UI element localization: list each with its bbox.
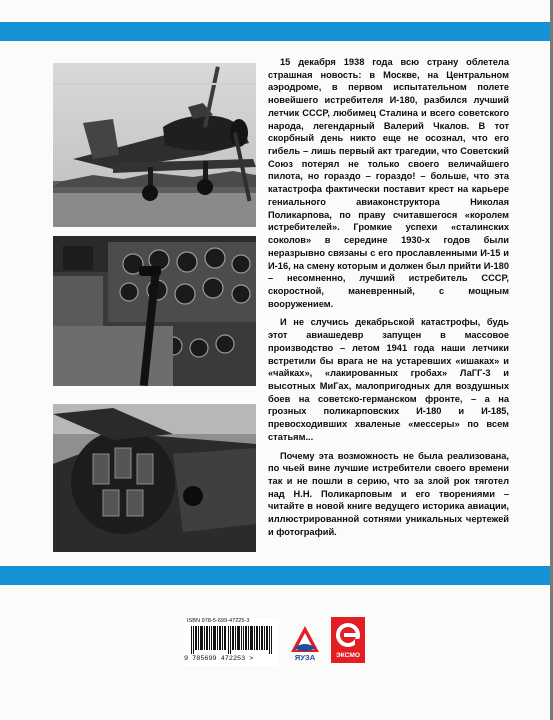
back-cover-text <box>268 56 509 545</box>
paragraph-2: И не случись декабрьской катастрофы, будь этот авиашедевр запущен в массовое производство – летом 1941 года наши летчики встретили бы врага не на устаревших «ишаках» и «чайках», «лакированных гробах» ЛаГГ-3 и высотных МиГах, малопригодных для воздушных боев на советско-германском фронте, – а на грозных поликарповских И-180 и И-185, превосходивших хваленые «мессеры» по всем статьям... <box>268 317 509 442</box>
barcode-bars <box>191 626 273 654</box>
barcode <box>184 618 279 666</box>
barcode-digits: 9 785699 472253 > <box>184 655 254 663</box>
engine-detail-photo <box>53 404 256 552</box>
paragraph-3: Почему эта возможность не была реализована, по чьей вине лучшие истребители своего времени так и не пошли в серию, что за злой рок тяготел над Н.Н. Поликарповым и его творениями – читайте в новой книге ведущего историка авиации, иллюстрированной сотнями уникальных чертежей и фотографий. <box>268 450 509 537</box>
cockpit-instrument-panel-photo <box>53 236 256 386</box>
isbn-label: ISBN 978-5-699-47225-3 <box>187 618 250 624</box>
yauza-label: ЯУЗА <box>294 653 316 662</box>
top-blue-band <box>0 22 553 41</box>
bottom-blue-band <box>0 566 553 585</box>
eksmo-label: ЭКСМО <box>336 652 360 659</box>
paragraph-1: 15 декабря 1938 года всю страну облетела страшная новость: в Москве, на Центральном аэродроме, в первом испытательном полете новейшего истребителя И-180, разбился лучший летчик СССР, любимец Сталина и всего советского народа, легендарный Валерий Чкалов. В тот скорбный день никто еще не осознал, что его гибель – лишь первый акт трагедии, что Советский Союз потерял не только своего величайшего пилота, но гораздо – гораздо! – больше, что эта катастрофа фактически поставит крест на карьере гениального авиаконструктора Николая Поликарпова, по праву считавшегося «королем истребителей». Громкие успехи «сталинских соколов» в середине 1930-х годов были неразрывно связаны с его проcлавленными И-15 и И-16, на смену которым и должен был прийти И-180 – несомненно, лучший истребитель СССР, скоростной, маневренный, с мощным вооружением. <box>268 57 509 309</box>
aircraft-photo <box>53 63 256 227</box>
